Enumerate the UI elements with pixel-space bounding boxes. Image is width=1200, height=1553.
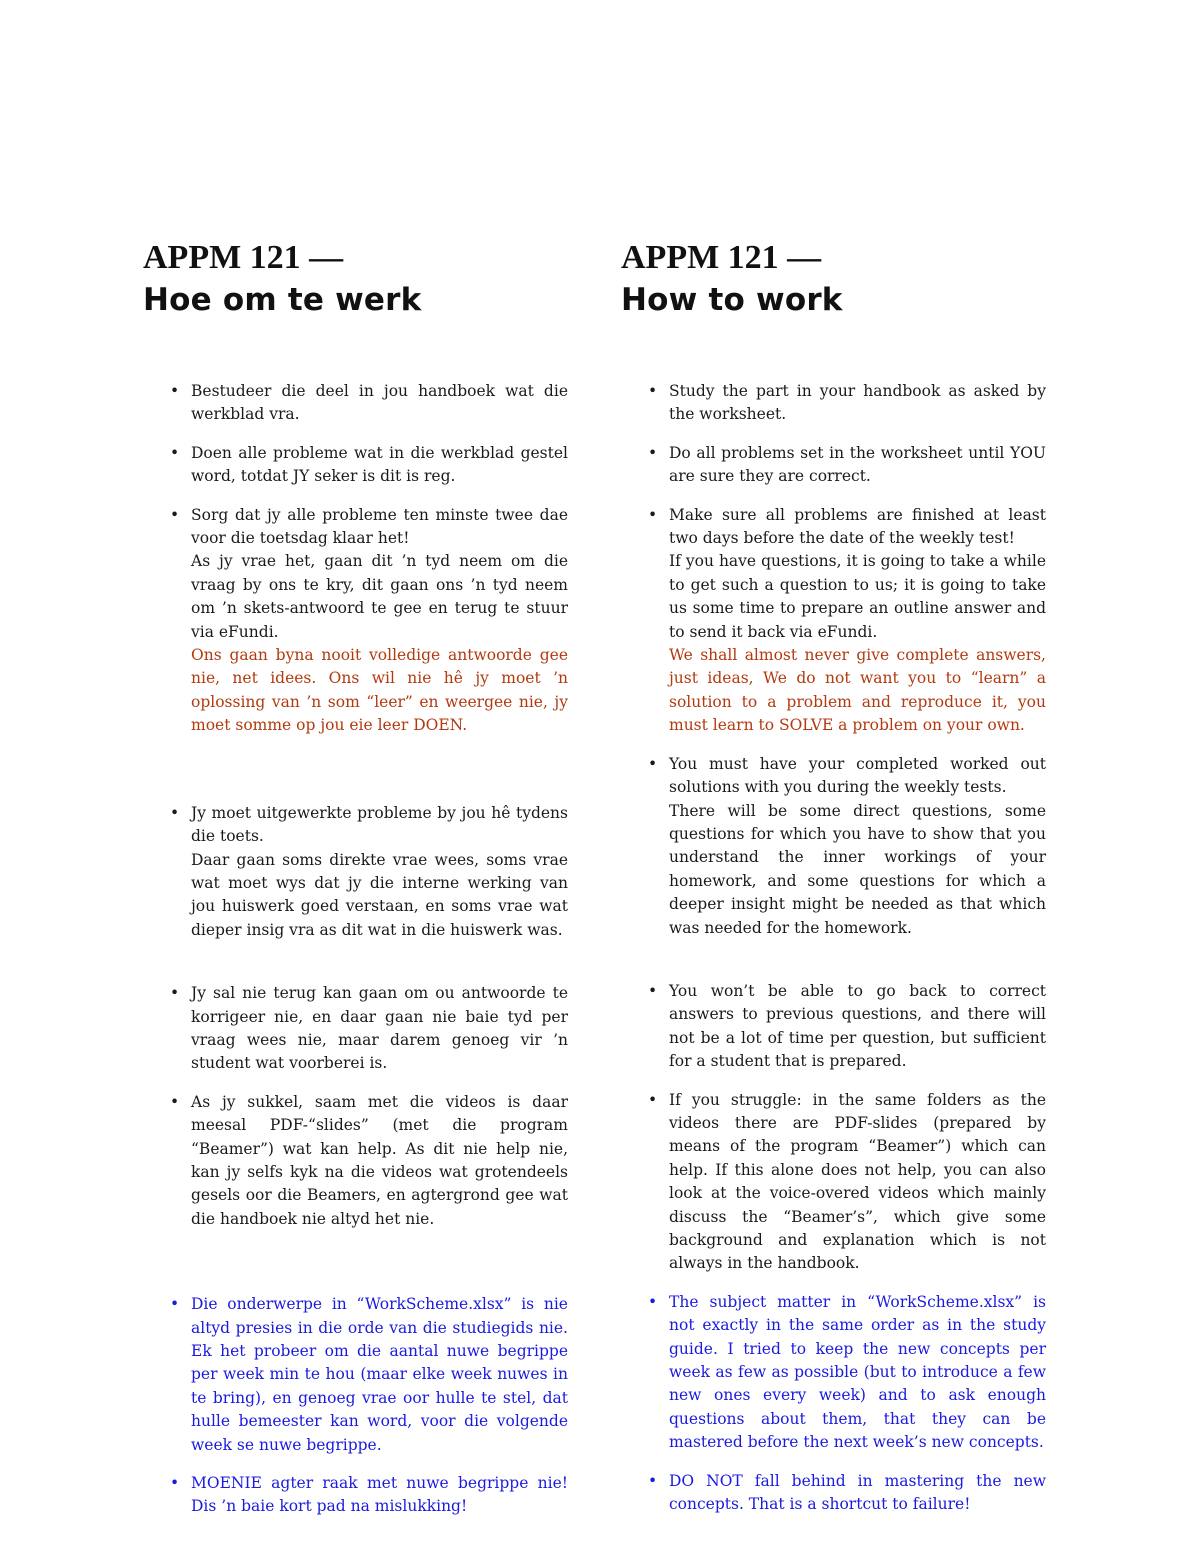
item-text: You won’t be able to go back to correct answers to previous questions, and there will not be a lot of time per question, but sufficient for a student that is prepared.	[669, 981, 1046, 1071]
item-text: The subject matter in “WorkScheme.xlsx” is not exactly in the same order as in the study guide. I tried to keep the new concepts per week as few as possible (but to introduce a few new ones every week) and to ask enough questions about them, that they can be mastered before the next week’s new concepts.	[669, 1292, 1046, 1452]
list-item	[621, 980, 1046, 1074]
item-text: You must have your completed worked out solutions with you during the weekly tests.	[669, 754, 1046, 797]
list-item	[143, 1472, 568, 1519]
item-text: Die onderwerpe in “WorkScheme.xlsx” is nie altyd presies in die orde van die studiegids nie. Ek het probeer om die aantal nuwe begrippe per week min te hou (maar elke week nuwes in te bring), en genoeg vrae oor hulle te stel, dat hulle bemeester kan word, voor die volgende week se nuwe begrippe.	[191, 1295, 568, 1454]
item-text: As jy sukkel, saam met die videos is daar meesal PDF-“slides” (met die program “Beamer”) wat kan help. As dit nie help nie, kan jy selfs kyk na die videos wat grotendeels gesels oor die Beamers, en agtergrond gee wat die handboek nie altyd het nie.	[191, 1092, 568, 1228]
item-note-red: Ons gaan byna nooit volledige antwoorde gee nie, net idees. Ons wil nie hê jy moet ’n oplossing van ’n som “leer” en weergee nie, jy moet somme op jou eie leer DOEN.	[191, 646, 568, 735]
left-subtitle: Hoe om te werk	[143, 282, 422, 318]
item-text-detail: Daar gaan soms direkte vrae wees, soms vrae wat moet wys dat jy die interne werking van jou huiswerk goed verstaan, en soms vrae wat dieper insig vra as dit wat in die huiswerk was.	[191, 850, 568, 939]
bullet-icon: •	[170, 1295, 180, 1314]
bullet-icon: •	[648, 754, 658, 773]
bullet-icon: •	[648, 382, 658, 400]
list-item	[143, 802, 568, 942]
list-item	[621, 753, 1046, 940]
bullet-icon: •	[648, 443, 658, 462]
item-text: Jy sal nie terug kan gaan om ou antwoorde te korrigeer nie, en daar gaan nie baie tyd per vraag wees nie, maar darem genoeg vir ’n student wat voorberei is.	[191, 984, 568, 1073]
item-text-detail: If you have questions, it is going to take a while to get such a question to us; it is going to take us some time to prepare an outline answer and to send it back via eFundi.	[669, 552, 1046, 641]
right-instruction-list	[621, 380, 1046, 1516]
item-text: Make sure all problems are finished at least two days before the date of the weekly test!	[669, 505, 1046, 548]
item-note-red: We shall almost never give complete answers, just ideas, We do not want you to “learn” a solution to a problem and reproduce it, you must learn to SOLVE a problem on your own.	[669, 646, 1046, 735]
list-item	[143, 504, 568, 738]
right-title: APPM 121 —	[621, 239, 822, 276]
bullet-icon: •	[170, 1474, 180, 1493]
list-item	[621, 1089, 1046, 1276]
item-text-detail: There will be some direct questions, some questions for which you have to show that you understand the inner workings of your homework, and some questions for which a deeper insight might be needed as that which was needed for the homework.	[669, 801, 1046, 937]
item-text: Jy moet uitgewerkte probleme by jou hê tydens die toets.	[191, 803, 568, 846]
left-heading	[143, 236, 568, 322]
list-item	[143, 380, 568, 427]
bullet-icon: •	[170, 1092, 180, 1111]
bullet-icon: •	[170, 505, 180, 524]
item-text: Do all problems set in the worksheet until YOU are sure they are correct.	[669, 443, 1046, 486]
list-item	[621, 1291, 1046, 1455]
item-text: DO NOT fall behind in mastering the new concepts. That is a shortcut to failure!	[669, 1471, 1046, 1514]
list-item	[143, 442, 568, 489]
list-item	[143, 1293, 568, 1457]
list-item	[143, 1091, 568, 1231]
bullet-icon: •	[648, 1090, 658, 1109]
item-text: If you struggle: in the same folders as the videos there are PDF-slides (prepared by means of the program “Beamer”) which can help. If this alone does not help, you can also look at the voice-overed videos which mainly discuss the “Beamer’s”, which give some background and explanation which is not always in the handbook.	[669, 1090, 1046, 1273]
right-subtitle: How to work	[621, 282, 843, 318]
bullet-icon: •	[648, 505, 658, 524]
item-text: MOENIE agter raak met nuwe begrippe nie! Dis ’n baie kort pad na mislukking!	[191, 1474, 568, 1516]
list-item	[621, 380, 1046, 427]
right-column-english	[621, 236, 1046, 1516]
item-text: Study the part in your handbook as asked by the worksheet.	[669, 382, 1046, 424]
list-item	[621, 1470, 1046, 1517]
left-column-afrikaans	[143, 236, 568, 1519]
list-item	[621, 442, 1046, 489]
list-item	[143, 982, 568, 1076]
list-item	[621, 504, 1046, 738]
bullet-icon: •	[170, 803, 180, 822]
item-text-detail: As jy vrae het, gaan dit ’n tyd neem om die vraag by ons te kry, dit gaan ons ’n tyd neem om ’n skets-antwoord te gee en terug te stuur via eFundi.	[191, 552, 568, 641]
bullet-icon: •	[170, 382, 180, 400]
left-title: APPM 121 —	[143, 239, 344, 276]
bullet-icon: •	[170, 443, 180, 462]
bullet-icon: •	[648, 1292, 658, 1311]
item-text: Doen alle probleme wat in die werkblad gestel word, totdat JY seker is dit is reg.	[191, 443, 568, 486]
bullet-icon: •	[648, 1471, 658, 1490]
bullet-icon: •	[170, 984, 180, 1003]
left-instruction-list	[143, 380, 568, 1519]
bullet-icon: •	[648, 981, 658, 1000]
item-text: Bestudeer die deel in jou handboek wat die werkblad vra.	[191, 382, 568, 424]
item-text: Sorg dat jy alle probleme ten minste twee dae voor die toetsdag klaar het!	[191, 505, 568, 548]
right-heading	[621, 236, 1046, 322]
